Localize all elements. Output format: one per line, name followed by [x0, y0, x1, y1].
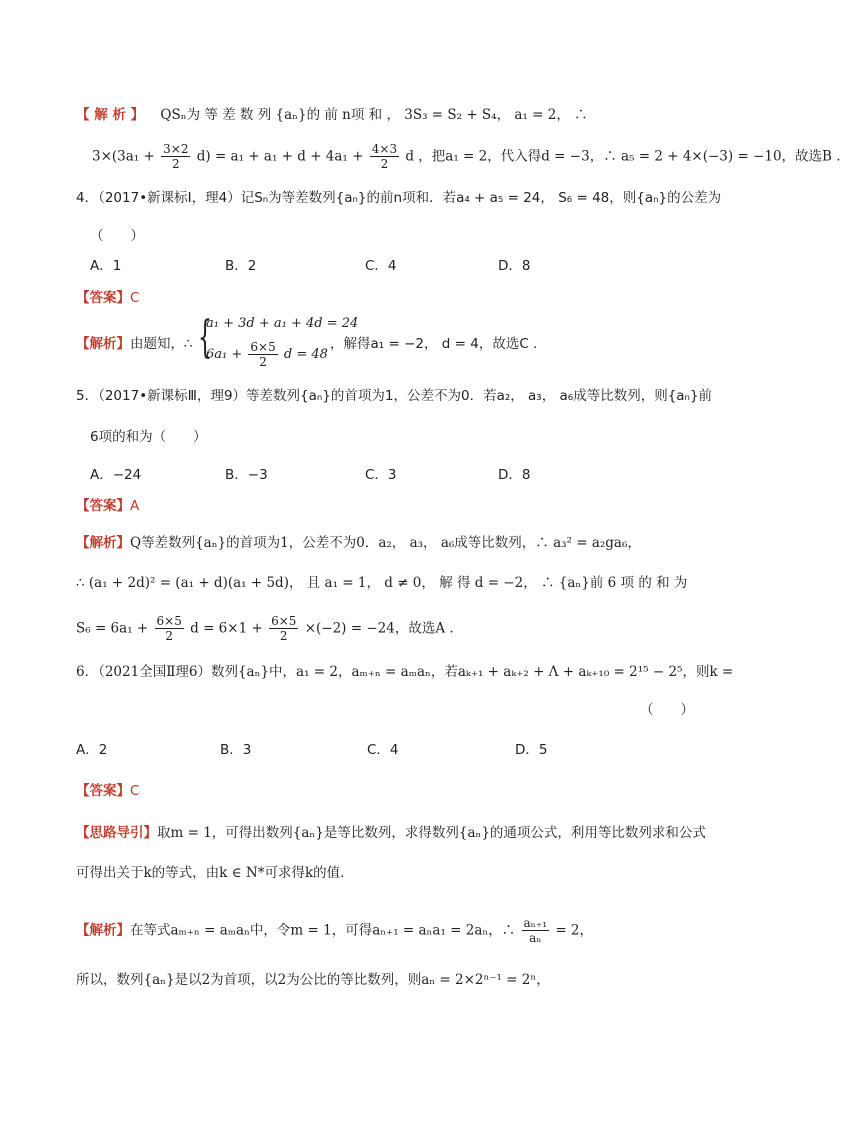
- q4-equation-system: [198, 312, 359, 370]
- fraction-denominator: 2: [259, 355, 267, 369]
- q5-option-a: A．−24: [90, 467, 142, 483]
- system-row-2-pre: 6a₁ +: [206, 347, 243, 362]
- system-row-2-post: d = 48: [283, 347, 328, 362]
- analysis-text: Q等差数列{aₙ}的首项为1，公差不为0．a₂， a₃， a₆成等比数列，∴ a₃² = a₂ga₆，: [130, 535, 641, 551]
- q6-guide-line1: [76, 823, 706, 843]
- formula-part: d) = a₁ + a₁ + d + 4a₁ +: [196, 148, 364, 165]
- q6-guide-line2: 可得出关于k的等式，由k ∈ N*可求得k的值．: [76, 865, 354, 881]
- q6-stem: 6．（2021全国Ⅱ理6）数列{aₙ}中，a₁ = 2，aₘ₊ₙ = aₘaₙ，若aₖ₊₁ + aₖ₊₂ + Λ + aₖ₊₁₀ = 2¹⁵ − 2⁵，则k =: [76, 664, 734, 680]
- answer-value: A: [130, 498, 140, 514]
- q6-option-c: C．4: [367, 742, 399, 758]
- analysis-tag: 【 解 析 】: [76, 107, 145, 123]
- q4-stem: 4．（2017•新课标Ⅰ，理4）记Sₙ为等差数列{aₙ}的前n项和．若a₄ + a₅ = 24， S₆ = 48，则{aₙ}的公差为: [76, 190, 722, 206]
- q5-analysis-line3: [76, 614, 454, 643]
- q4-option-d: D．8: [498, 258, 531, 274]
- analysis-text: 由题知，∴: [130, 336, 193, 352]
- fraction-numerator: 6×5: [250, 340, 276, 354]
- fraction-denominator: 2: [171, 157, 180, 171]
- q5-analysis-line2: ∴ (a₁ + 2d)² = (a₁ + d)(a₁ + 5d)， 且 a₁ = 1， d ≠ 0， 解 得 d = −2， ∴ {aₙ}前 6 项 的 和 为: [76, 575, 688, 591]
- q4-option-c: C．4: [365, 258, 397, 274]
- q5-analysis-line1: [76, 533, 641, 553]
- answer-value: C: [130, 783, 140, 799]
- fraction: [155, 614, 184, 643]
- q4-analysis-result: ，解得a₁ = −2， d = 4，故选C .: [330, 336, 538, 352]
- answer-tag: 【答案】: [76, 498, 130, 514]
- formula-part: d = 6×1 +: [190, 620, 263, 637]
- analysis-text: 在等式aₘ₊ₙ = aₘaₙ中，令m = 1，可得aₙ₊₁ = aₙa₁ = 2aₙ，∴: [130, 922, 516, 939]
- fraction: [370, 142, 399, 171]
- system-row-1: a₁ + 3d + a₁ + 4d = 24: [206, 316, 359, 331]
- prev-analysis-line1: [76, 105, 588, 125]
- formula-part: 3×(3a₁ +: [92, 148, 155, 165]
- fraction-numerator: 4×3: [371, 142, 398, 156]
- q4-answer: [76, 288, 139, 308]
- formula-part: d ，把a₁ = 2，代入得d = −3，∴ a₅ = 2 + 4×(−3) = −10，故选B .: [405, 148, 841, 165]
- formula-part: S₆ = 6a₁ +: [76, 620, 149, 637]
- analysis-tag: 【解析】: [76, 922, 130, 939]
- fraction: [522, 916, 550, 945]
- formula-part: ×(−2) = −24，故选A .: [304, 620, 454, 637]
- fraction: [161, 142, 190, 171]
- q6-analysis-line2: 所以，数列{aₙ}是以2为首项，以2为公比的等比数列，则aₙ = 2×2ⁿ⁻¹ = 2ⁿ，: [76, 972, 550, 988]
- fraction-numerator: 3×2: [163, 142, 189, 156]
- fraction: [269, 614, 298, 643]
- guide-tag: 【思路导引】: [76, 825, 157, 841]
- fraction-numerator: 6×5: [271, 614, 297, 628]
- guide-text: 取m = 1，可得出数列{aₙ}是等比数列，求得数列{aₙ}的通项公式，利用等比数列求和公式: [157, 825, 706, 841]
- q6-option-d: D．5: [515, 742, 548, 758]
- q5-option-b: B．−3: [225, 467, 268, 483]
- q4-paren: （ ）: [90, 228, 144, 244]
- analysis-tag: 【解析】: [76, 535, 130, 551]
- fraction-numerator: 6×5: [156, 614, 182, 628]
- fraction-denominator: 2: [380, 157, 389, 171]
- q4-option-b: B．2: [225, 258, 257, 274]
- fraction-denominator: aₙ: [529, 931, 542, 945]
- q6-analysis-line1: [76, 916, 593, 945]
- brace-symbol: {: [198, 312, 212, 363]
- q6-option-a: A．2: [76, 742, 108, 758]
- q5-stem-2: 6项的和为（ ）: [90, 429, 207, 445]
- q4-option-a: A．1: [90, 258, 122, 274]
- fraction: [248, 340, 277, 369]
- answer-tag: 【答案】: [76, 783, 130, 799]
- prev-analysis-line2: [92, 142, 841, 171]
- fraction-numerator: aₙ₊₁: [523, 916, 548, 930]
- analysis-text: QSₙ为 等 差 数 列 {aₙ}的 前 n项 和 ， 3S₃ = S₂ + S₄， a₁ = 2， ∴: [160, 107, 588, 123]
- analysis-text: = 2，: [555, 922, 594, 939]
- q5-stem: 5．（2017•新课标Ⅲ，理9）等差数列{aₙ}的首项为1，公差不为0．若a₂， a₃， a₆成等比数列，则{aₙ}前: [76, 388, 713, 404]
- q5-option-c: C．3: [365, 467, 397, 483]
- q5-answer: [76, 496, 139, 516]
- q6-answer: [76, 781, 139, 801]
- q6-option-b: B．3: [220, 742, 252, 758]
- system-row-2: [206, 340, 328, 369]
- q4-analysis: [76, 334, 193, 354]
- answer-tag: 【答案】: [76, 290, 130, 306]
- q6-paren: （ ）: [640, 702, 694, 718]
- analysis-tag: 【解析】: [76, 336, 130, 352]
- fraction-denominator: 2: [165, 629, 173, 643]
- answer-value: C: [130, 290, 140, 306]
- q5-option-d: D．8: [498, 467, 531, 483]
- fraction-denominator: 2: [279, 629, 288, 643]
